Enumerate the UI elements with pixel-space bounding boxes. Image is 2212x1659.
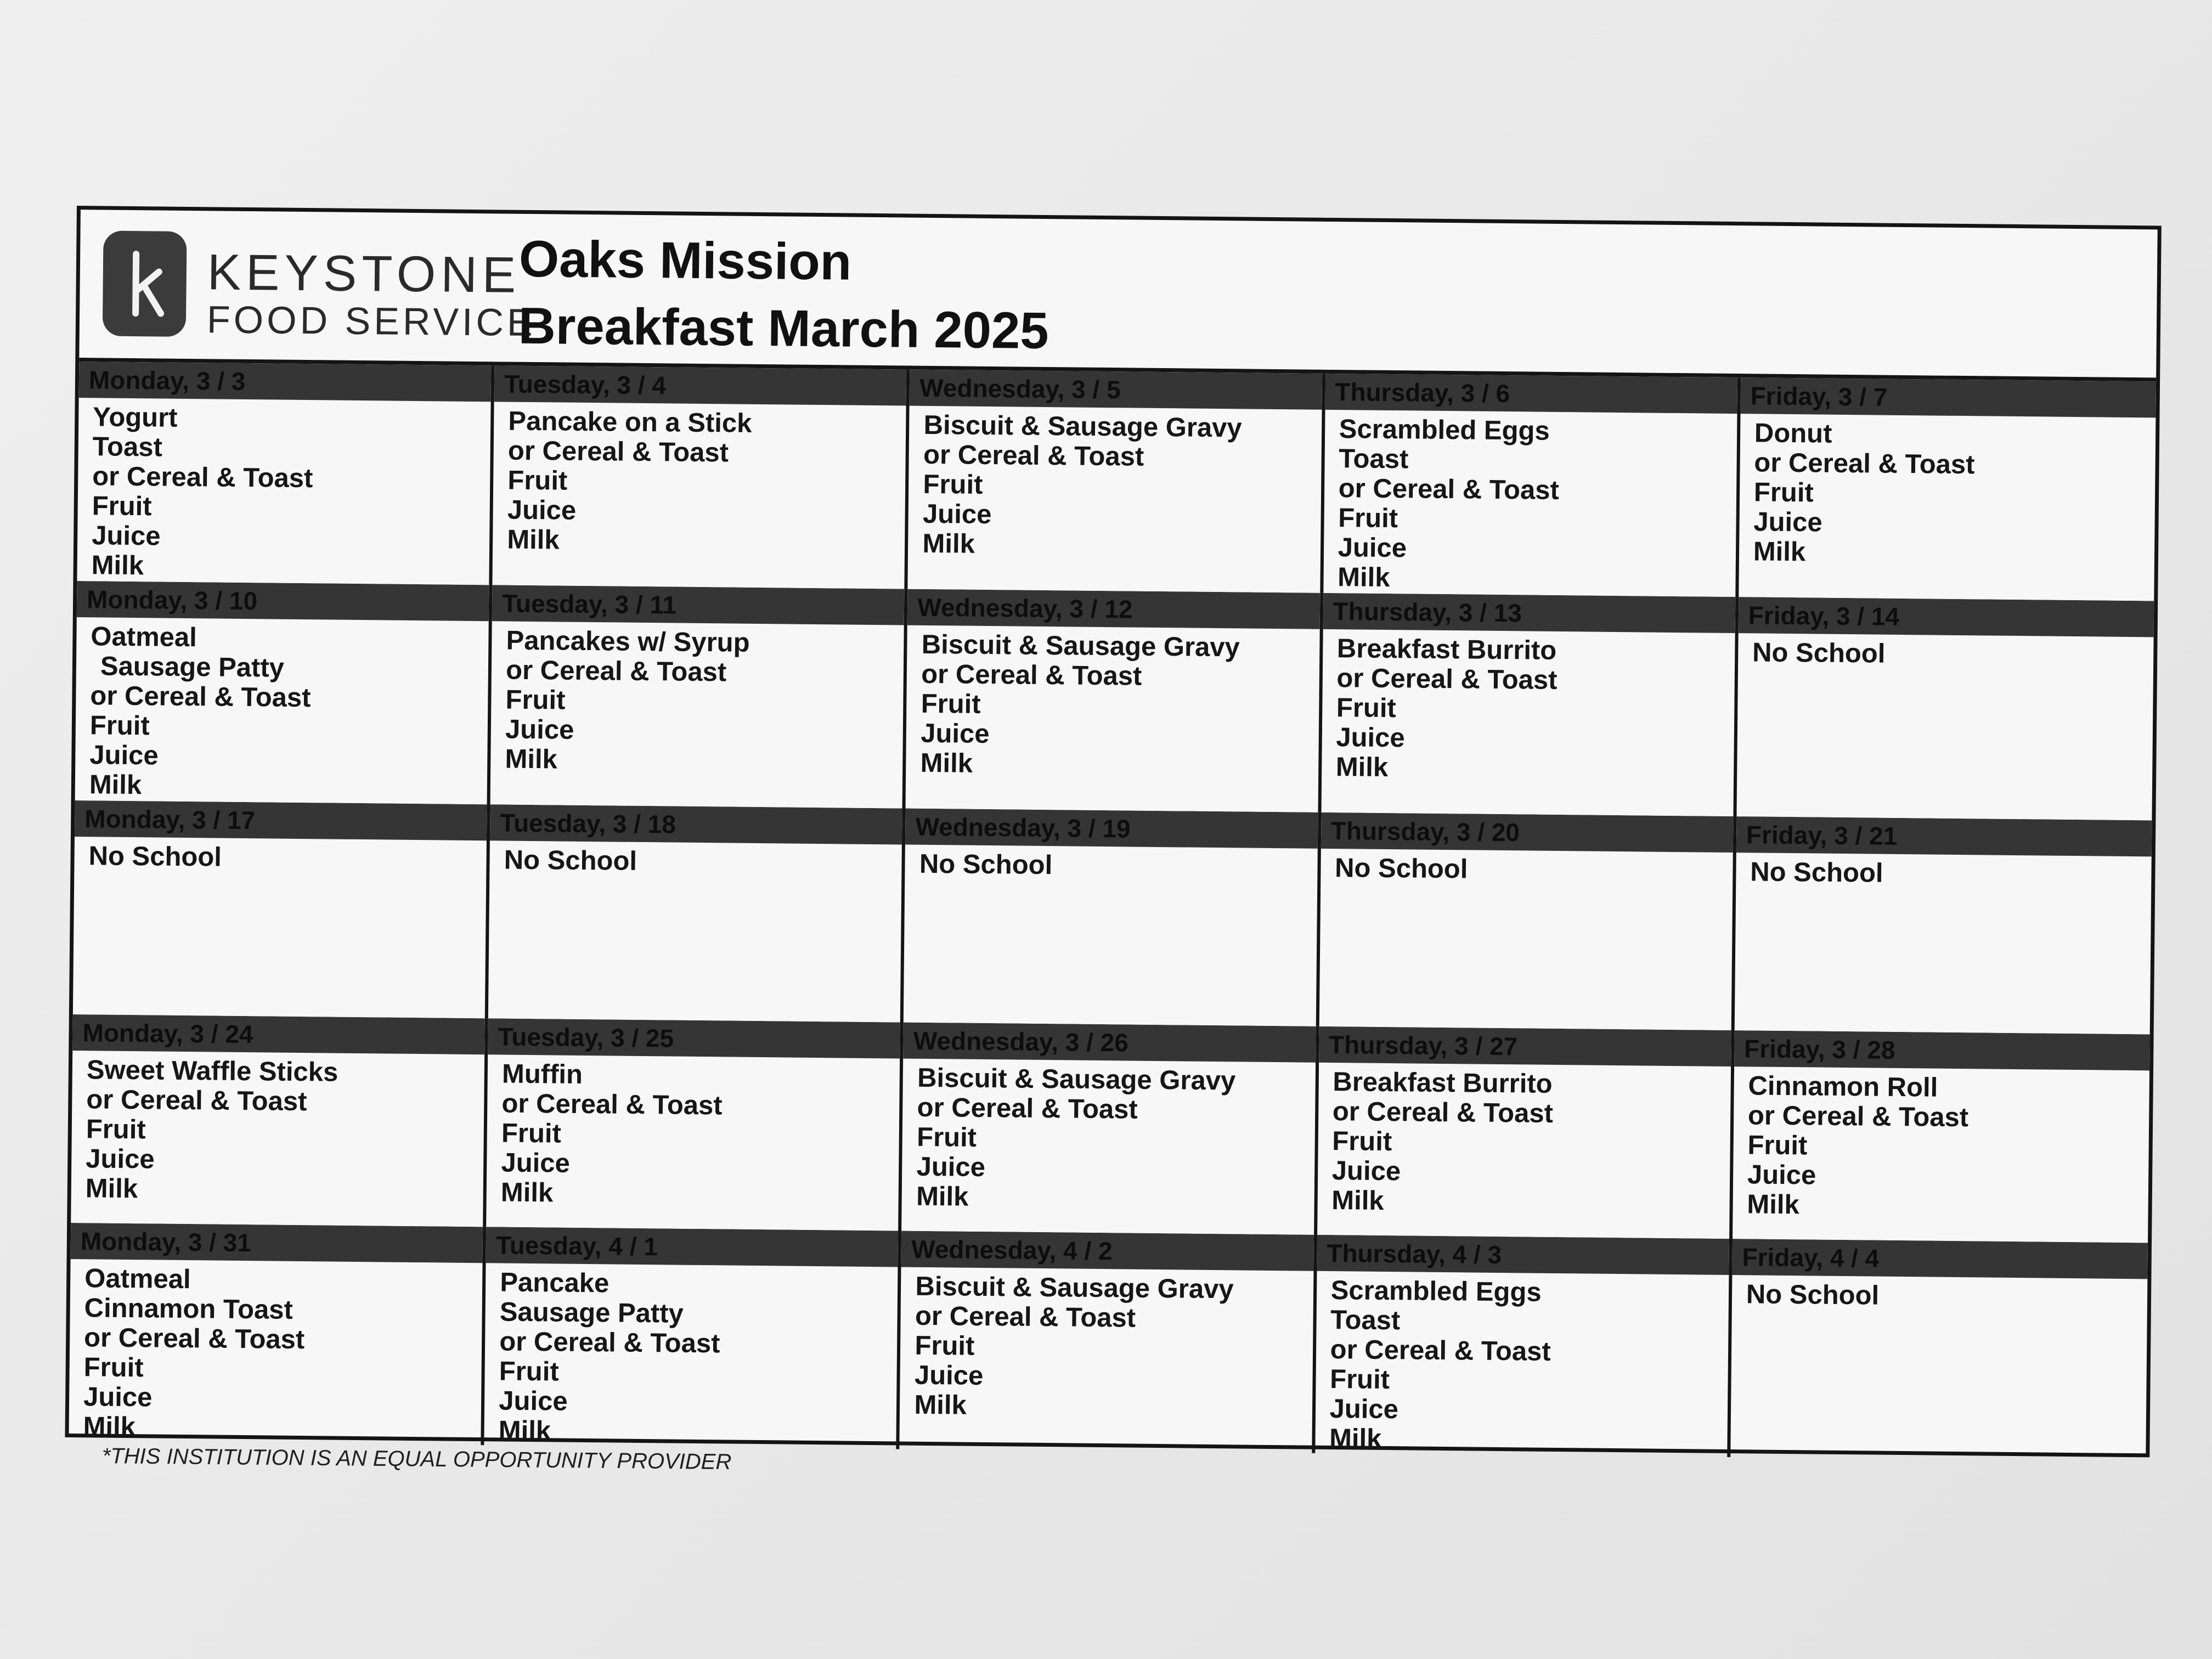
menu-item: Milk xyxy=(500,1177,554,1208)
menu-item: Juice xyxy=(507,495,577,526)
menu-item: or Cereal & Toast xyxy=(1336,663,1558,695)
day-cell xyxy=(1323,374,1741,597)
menu-item: Cinnamon Roll xyxy=(1748,1071,1938,1103)
day-header: Tuesday, 3 / 11 xyxy=(492,585,905,625)
day-cell xyxy=(77,362,494,585)
day-header: Wednesday, 4 / 2 xyxy=(901,1231,1314,1271)
menu-item: Fruit xyxy=(921,689,981,719)
menu-item: Fruit xyxy=(915,1330,975,1361)
day-cell xyxy=(1315,1235,1733,1457)
menu-item: No School xyxy=(1746,1279,1880,1311)
menu-item: or Cereal & Toast xyxy=(90,681,311,713)
menu-item: No School xyxy=(1334,853,1468,884)
menu-item-list xyxy=(902,1059,1316,1215)
menu-item: Fruit xyxy=(505,685,566,715)
menu-item: No School xyxy=(919,849,1053,881)
menu-item: Juice xyxy=(1336,723,1405,753)
day-header: Wednesday, 3 / 19 xyxy=(905,809,1318,849)
menu-item: Fruit xyxy=(499,1356,559,1387)
menu-item-list xyxy=(490,621,904,777)
day-header: Monday, 3 / 10 xyxy=(77,581,489,621)
menu-item: or Cereal & Toast xyxy=(1754,448,1975,480)
day-cell xyxy=(900,1231,1317,1453)
day-header: Friday, 3 / 21 xyxy=(1736,816,2152,856)
menu-item-list xyxy=(487,1054,900,1211)
day-header: Monday, 3 / 3 xyxy=(79,362,492,402)
menu-item: Milk xyxy=(1337,562,1390,593)
menu-item: Biscuit & Sausage Gravy xyxy=(915,1271,1234,1305)
menu-item: Juice xyxy=(86,1144,155,1175)
menu-item: Fruit xyxy=(916,1122,977,1153)
day-cell xyxy=(493,365,910,589)
menu-item: Fruit xyxy=(1329,1364,1390,1395)
menu-item: Fruit xyxy=(92,491,152,522)
menu-item: Milk xyxy=(507,524,560,555)
menu-item: Fruit xyxy=(1338,503,1398,534)
menu-item: Juice xyxy=(1338,533,1407,563)
menu-item: Milk xyxy=(505,744,558,775)
menu-item: or Cereal & Toast xyxy=(1332,1097,1554,1128)
menu-item-list xyxy=(1739,414,2156,570)
menu-item: Sweet Waffle Sticks xyxy=(86,1055,338,1087)
day-header: Tuesday, 3 / 25 xyxy=(488,1018,900,1058)
menu-item: Milk xyxy=(920,748,973,778)
day-header: Thursday, 4 / 3 xyxy=(1317,1235,1729,1275)
menu-item: Milk xyxy=(1331,1186,1384,1216)
menu-item: Donut xyxy=(1754,418,1832,449)
menu-item-list xyxy=(1733,1066,2149,1223)
day-cell xyxy=(490,585,908,808)
menu-item: Milk xyxy=(85,1173,138,1204)
menu-item: Toast xyxy=(92,432,163,462)
menu-item: or Cereal & Toast xyxy=(505,655,727,687)
day-cell xyxy=(1730,1239,2148,1461)
day-cell xyxy=(902,1023,1319,1235)
menu-header xyxy=(79,210,2157,377)
day-header: Thursday, 3 / 20 xyxy=(1321,812,1733,853)
menu-item: Biscuit & Sausage Gravy xyxy=(923,410,1242,443)
menu-item: Biscuit & Sausage Gravy xyxy=(917,1063,1236,1096)
menu-item: Juice xyxy=(91,521,161,551)
menu-item: Milk xyxy=(922,528,975,559)
menu-item-list xyxy=(1736,853,2152,890)
menu-item: Fruit xyxy=(923,469,983,500)
keystone-logo xyxy=(103,230,537,349)
day-cell xyxy=(1736,597,2154,820)
day-header: Wednesday, 3 / 12 xyxy=(907,589,1320,629)
day-header: Thursday, 3 / 13 xyxy=(1323,593,1735,633)
menu-item-list xyxy=(908,406,1322,562)
day-header: Monday, 3 / 24 xyxy=(72,1014,485,1054)
menu-item: Pancake on a Stick xyxy=(508,406,752,438)
menu-item: Scrambled Eggs xyxy=(1330,1276,1542,1307)
menu-item: or Cereal & Toast xyxy=(501,1088,723,1121)
menu-item: Juice xyxy=(501,1148,571,1178)
day-cell xyxy=(1319,812,1736,1030)
menu-item-list xyxy=(71,1051,485,1207)
menu-item-list xyxy=(900,1267,1313,1424)
menu-item: Fruit xyxy=(1332,1126,1392,1157)
menu-item: Scrambled Eggs xyxy=(1339,414,1550,446)
day-cell xyxy=(904,809,1321,1026)
day-header: Tuesday, 3 / 18 xyxy=(490,804,902,844)
day-header: Monday, 3 / 17 xyxy=(75,800,487,840)
day-cell xyxy=(1317,1026,1735,1239)
menu-item-list xyxy=(1315,1271,1729,1457)
menu-item: or Cereal & Toast xyxy=(1747,1101,1969,1133)
menu-item: or Cereal & Toast xyxy=(499,1327,720,1359)
menu-calendar xyxy=(65,206,2161,1457)
day-header: Friday, 3 / 14 xyxy=(1738,597,2154,637)
menu-item: or Cereal & Toast xyxy=(923,439,1144,472)
brand-sub: FOOD SERVICE xyxy=(206,298,537,345)
menu-item: Milk xyxy=(83,1412,136,1442)
menu-item: Cinnamon Toast xyxy=(84,1293,294,1325)
day-header: Thursday, 3 / 27 xyxy=(1319,1026,1731,1066)
day-header: Friday, 3 / 28 xyxy=(1734,1030,2150,1070)
menu-item: Milk xyxy=(91,550,144,581)
day-header: Thursday, 3 / 6 xyxy=(1325,374,1737,414)
menu-item-list xyxy=(75,617,489,803)
keystone-k-icon xyxy=(103,230,187,336)
menu-item-list xyxy=(1317,1063,1731,1219)
menu-item-list xyxy=(1732,1275,2148,1313)
menu-item: Juice xyxy=(499,1386,568,1417)
menu-item: Juice xyxy=(916,1152,986,1182)
day-cell xyxy=(69,1223,486,1445)
menu-item: Fruit xyxy=(1336,693,1397,724)
menu-item: No School xyxy=(504,845,637,876)
menu-item: Muffin xyxy=(501,1059,583,1090)
menu-item: Milk xyxy=(89,770,142,800)
brand-name: KEYSTONE xyxy=(207,244,521,303)
menu-item: Fruit xyxy=(86,1114,146,1145)
menu-item: Milk xyxy=(498,1415,551,1446)
menu-item-list xyxy=(906,625,1319,782)
menu-item: Juice xyxy=(83,1382,153,1413)
menu-item: Milk xyxy=(1329,1424,1382,1454)
menu-item: or Cereal & Toast xyxy=(92,461,313,494)
day-cell xyxy=(488,804,906,1022)
menu-item-list xyxy=(1323,410,1737,596)
day-header: Wednesday, 3 / 26 xyxy=(904,1023,1316,1063)
day-header: Tuesday, 3 / 4 xyxy=(494,365,907,405)
menu-item: Milk xyxy=(1335,752,1389,782)
menu-item: Juice xyxy=(1331,1156,1401,1187)
menu-item-list xyxy=(74,837,487,874)
menu-item-list xyxy=(493,402,906,558)
menu-item: Toast xyxy=(1339,444,1409,475)
menu-item-list xyxy=(1738,633,2154,671)
menu-item: or Cereal & Toast xyxy=(86,1085,307,1117)
day-cell xyxy=(1735,816,2152,1034)
page-title: Oaks Mission xyxy=(518,229,852,291)
day-cell xyxy=(906,589,1323,812)
menu-item: or Cereal & Toast xyxy=(507,436,729,468)
menu-item: Fruit xyxy=(501,1118,562,1149)
menu-item: Oatmeal xyxy=(84,1263,191,1295)
day-header: Monday, 3 / 31 xyxy=(71,1223,483,1263)
menu-item: Oatmeal xyxy=(91,622,198,653)
day-cell xyxy=(908,370,1325,593)
menu-item: Milk xyxy=(914,1390,967,1420)
day-cell xyxy=(75,581,493,804)
menu-item: Milk xyxy=(916,1181,969,1212)
menu-item: Milk xyxy=(1753,537,1806,567)
menu-item: No School xyxy=(88,841,222,872)
menu-item: Juice xyxy=(922,499,992,530)
menu-item-list xyxy=(905,845,1318,883)
equal-opportunity-note: *THIS INSTITUTION IS AN EQUAL OPPORTUNITY PROVIDER xyxy=(101,1444,732,1475)
menu-item-list xyxy=(77,398,490,584)
day-cell xyxy=(73,800,490,1018)
menu-item-list xyxy=(1321,849,1733,887)
menu-item: Breakfast Burrito xyxy=(1333,1067,1553,1099)
menu-item: Fruit xyxy=(1747,1130,1808,1161)
menu-item-list xyxy=(484,1263,898,1449)
menu-item: Juice xyxy=(1329,1394,1399,1425)
day-header: Friday, 4 / 4 xyxy=(1732,1239,2148,1279)
day-cell xyxy=(1739,377,2156,601)
day-header: Friday, 3 / 7 xyxy=(1740,377,2156,417)
menu-item: Juice xyxy=(914,1360,984,1391)
menu-item: No School xyxy=(1752,637,1886,669)
menu-item-list xyxy=(490,840,902,878)
menu-item: or Cereal & Toast xyxy=(917,1092,1138,1125)
day-cell xyxy=(1733,1030,2150,1243)
page-subtitle: Breakfast March 2025 xyxy=(518,296,1049,360)
menu-grid xyxy=(69,358,2156,1457)
menu-item-list xyxy=(69,1259,482,1445)
menu-item: Juice xyxy=(920,718,990,749)
day-cell xyxy=(486,1018,904,1231)
day-cell xyxy=(71,1014,488,1227)
menu-item: Juice xyxy=(1747,1160,1816,1190)
menu-item: Toast xyxy=(1330,1305,1401,1336)
menu-item: Breakfast Burrito xyxy=(1336,634,1557,665)
menu-item: or Cereal & Toast xyxy=(915,1301,1136,1333)
k-mark-svg xyxy=(103,230,187,336)
day-cell xyxy=(484,1227,902,1449)
menu-item: Juice xyxy=(505,714,574,745)
menu-item: or Cereal & Toast xyxy=(921,659,1142,691)
day-header: Wednesday, 3 / 5 xyxy=(910,370,1322,410)
menu-item: or Cereal & Toast xyxy=(83,1323,305,1355)
menu-item: Milk xyxy=(1747,1189,1800,1220)
menu-item: Pancakes w/ Syrup xyxy=(506,625,750,658)
menu-item: Sausage Patty xyxy=(100,651,285,683)
menu-item: Yogurt xyxy=(93,402,178,433)
menu-item: or Cereal & Toast xyxy=(1338,473,1560,505)
day-header: Tuesday, 4 / 1 xyxy=(486,1227,899,1267)
day-cell xyxy=(1321,593,1739,816)
menu-item: Fruit xyxy=(83,1352,144,1383)
menu-item: or Cereal & Toast xyxy=(1330,1335,1551,1367)
menu-item: Biscuit & Sausage Gravy xyxy=(921,629,1240,663)
menu-item: Juice xyxy=(1753,507,1822,538)
menu-item: Fruit xyxy=(1753,477,1814,508)
menu-item: Juice xyxy=(89,740,159,771)
menu-item-list xyxy=(1322,629,1735,786)
menu-item: Fruit xyxy=(507,465,568,496)
menu-item: Sausage Patty xyxy=(499,1297,684,1329)
menu-item: Pancake xyxy=(500,1267,610,1299)
menu-item: Fruit xyxy=(89,710,150,741)
menu-item: No School xyxy=(1750,857,1883,888)
